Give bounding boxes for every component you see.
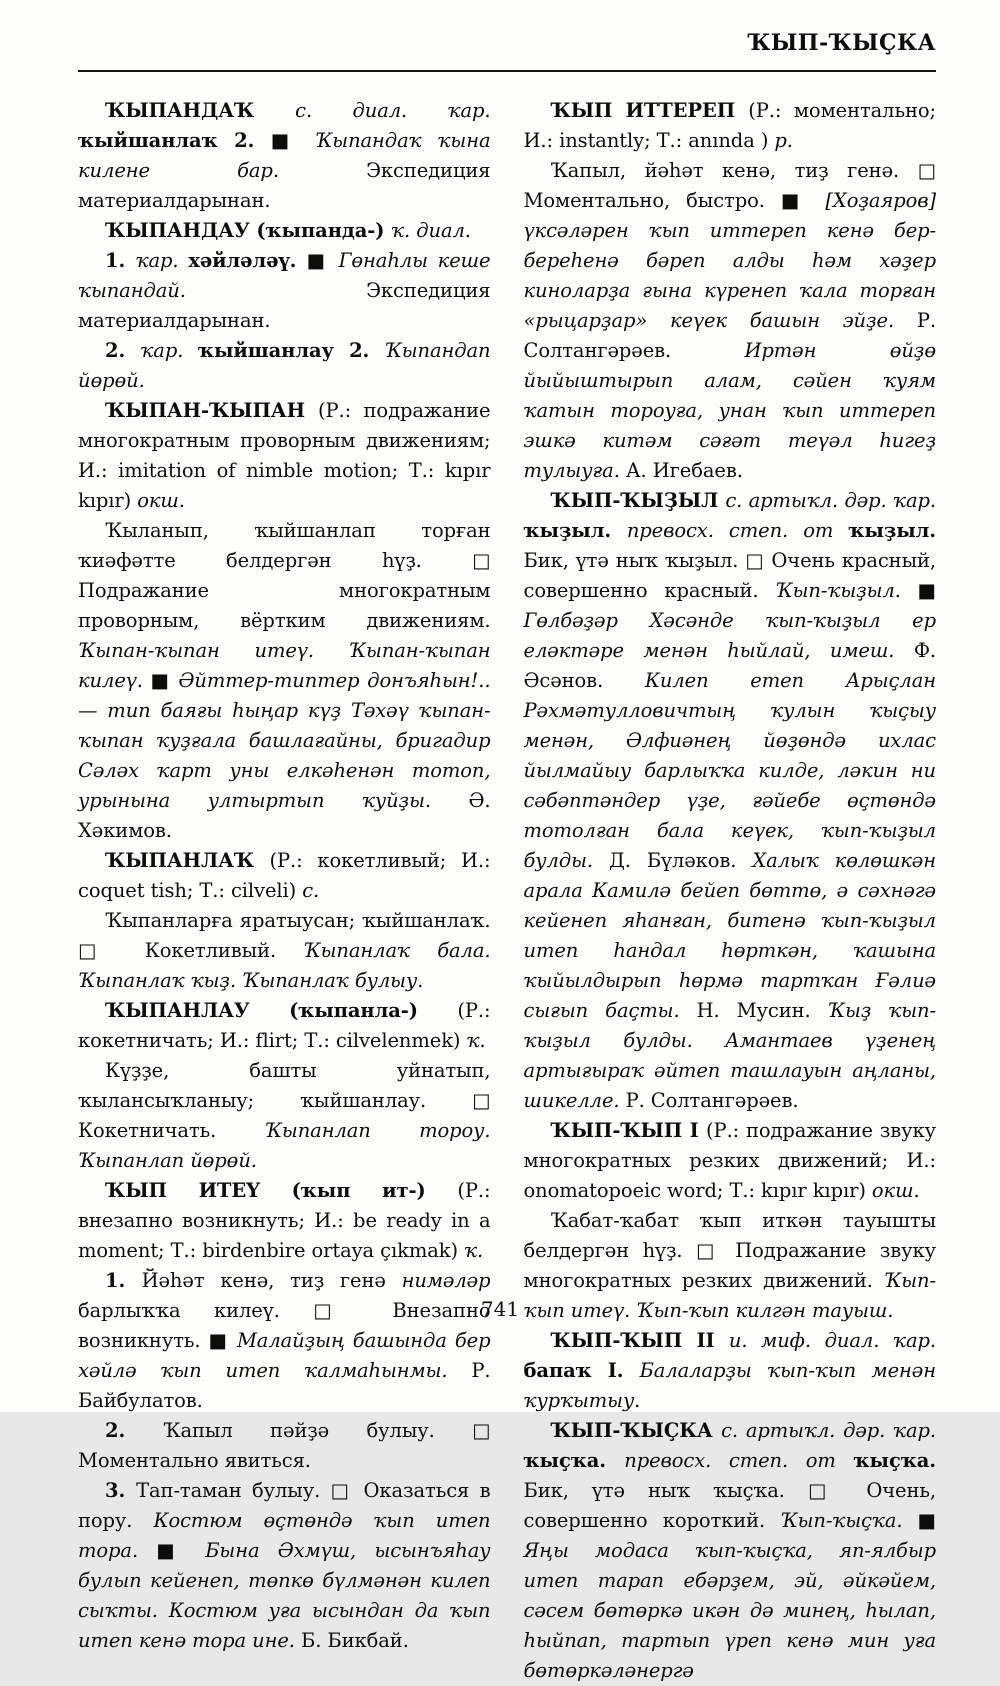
- headword-or-bold-text: ҡыйшанлаҡ 2.: [78, 129, 271, 152]
- italic-text: превосх. степ. от: [626, 519, 849, 542]
- italic-text: превосх. степ. от: [624, 1449, 854, 1472]
- page-number: 741: [480, 1297, 520, 1321]
- headword-or-bold-text: ҠЫП-ҠЫП I: [550, 1119, 707, 1142]
- headword-or-bold-text: ҡыҙыл.: [523, 519, 627, 542]
- italic-text: Әйттер-типтер донъяһын!.. — тип баяғы һыңар күҙ Тәхәү ҡыпан-ҡыпан ҡуҙғала башлағайны, бригадир Сәләх ҡарт уны елкәһенән тотоп, урынына ултыртып ҡуйҙы.: [78, 669, 491, 812]
- plain-text: (Р.: подражание звуку многократных резких движений; И.: onomatopoeic word; Т.: kıpır kıpır): [523, 1119, 936, 1202]
- dictionary-entry-paragraph: [78, 1476, 491, 1656]
- italic-text: Халыҡ көлөшкән арала Камилә бейеп бөттө, ә сәхнәгә кейенеп яһанған, битенә ҡып-ҡыҙыл итеп һандал һөрткән, ҡашына ҡыйылдырып һөрмә тартҡан Ғәлиә сығып баҫты.: [523, 849, 936, 1022]
- italic-text: Ҡыпандап йөрөй.: [78, 339, 491, 392]
- dictionary-entry-paragraph: [78, 396, 491, 516]
- italic-text: с. артыҡл. дәр. ҡар.: [721, 1419, 936, 1442]
- italic-text: ҡ. диал.: [391, 219, 471, 242]
- italic-text: Ҡып-ҡыҫҡа.: [780, 1509, 918, 1532]
- headword-or-bold-text: ҡыйшанлау 2.: [197, 339, 385, 362]
- headword-or-bold-text: ҠЫПАН-ҠЫПАН: [105, 399, 318, 422]
- italic-text: ҡар.: [135, 249, 189, 272]
- italic-text: Гөнаһлы кеше ҡыпандай.: [78, 249, 491, 302]
- dictionary-entry-paragraph: [78, 1056, 491, 1176]
- italic-text: нимәләр: [401, 1269, 491, 1292]
- headword-or-bold-text: 2.: [105, 1419, 164, 1442]
- plain-text: (Р.: кокетливый; И.: coquet tish; Т.: cilveli): [78, 849, 491, 902]
- plain-text: (Р.: моментально; И.: instantly; Т.: anında ): [523, 99, 936, 152]
- plain-text: Н. Мусин.: [696, 999, 828, 1022]
- dictionary-entry-paragraph: [524, 1326, 937, 1416]
- plain-text: (Р.: кокетничать; И.: flirt; Т.: cilvelenmek): [78, 999, 491, 1052]
- plain-text: А. Игебаев.: [625, 459, 743, 482]
- plain-text: ■: [156, 1539, 206, 1562]
- headword-or-bold-text: ҠЫПАНДАҠ: [105, 99, 296, 122]
- headword-or-bold-text: ҡыҙыл.: [848, 519, 936, 542]
- plain-text: Ә. Хәкимов.: [78, 789, 491, 842]
- plain-text: ■: [150, 669, 179, 692]
- headword-or-bold-text: ҠЫП ИТТЕРЕП: [550, 99, 749, 122]
- italic-text: ҡ.: [466, 1029, 486, 1052]
- header-rule: [78, 70, 936, 72]
- dictionary-entry-paragraph: [524, 1116, 937, 1206]
- italic-text: окш.: [871, 1179, 920, 1202]
- italic-text: Ҡыпандаҡ ҡына килене бар.: [78, 129, 491, 182]
- italic-text: с. артыҡл. дәр. ҡар.: [725, 489, 936, 512]
- plain-text: Экспедиция материалдарынан.: [78, 279, 491, 332]
- plain-text: ■: [917, 579, 936, 602]
- plain-text: барлыҡҡа килеү. □ Внезапно возникнуть. ■: [78, 1299, 491, 1352]
- plain-text: (Р.: внезапно возникнуть; И.: be ready in a moment; Т.: birdenbire ortaya çıkmak): [78, 1179, 491, 1262]
- dictionary-entry-paragraph: [78, 96, 491, 216]
- headword-or-bold-text: ҠЫПАНЛАУ (ҡыпанла-): [105, 999, 458, 1022]
- plain-text: ■: [306, 249, 339, 272]
- italic-text: Ҡыпан-ҡыпан итеү. Ҡыпан-ҡыпан килеү.: [78, 639, 491, 692]
- italic-text: р.: [774, 129, 793, 152]
- dictionary-entry-paragraph: [524, 96, 937, 156]
- dictionary-entry-paragraph: [78, 216, 491, 246]
- dictionary-entry-paragraph: [78, 1416, 491, 1476]
- plain-text: Р. Солтангәрәев.: [523, 309, 936, 362]
- headword-or-bold-text: ҠЫП-ҠЫҪКА: [550, 1419, 722, 1442]
- italic-text: Иртән өйҙө йыйыштырып алам, сәйен ҡуям ҡатын тороуға, унан ҡып иттереп эшкә китәм сәғәт теүәл һигеҙ тулыуға.: [523, 339, 936, 482]
- plain-text: Б. Бикбай.: [301, 1629, 409, 1652]
- italic-text: [Хоҙаяров] үксәләрен ҡып иттереп кенә бер-береһенә бәреп алды һәм хәҙер киноларҙа ғына күренеп ҡала торған «рыцарҙар» кеүек башын эйҙе.: [523, 189, 936, 332]
- italic-text: с.: [302, 879, 320, 902]
- headword-or-bold-text: ҡыҫҡа.: [853, 1449, 936, 1472]
- dictionary-entry-paragraph: [78, 516, 491, 846]
- italic-text: Килеп етеп Арыҫлан Рәхмәтулловичтың ҡулын ҡыҫыу менән, Әлфиәнең йөҙөндә ихлас йылмайыу барлыҡҡа килде, ләкин ни сәбәптәндер үҙе, ғәйебе өҫтөндә тотолған бала кеүек, ҡып-ҡыҙыл булды.: [523, 669, 936, 872]
- italic-text: окш.: [137, 489, 185, 512]
- plain-text: Экспедиция материалдарынан.: [78, 159, 491, 212]
- plain-text: Д. Бүләков.: [608, 849, 753, 872]
- plain-text: ■: [270, 129, 315, 152]
- italic-text: и. миф. диал. ҡар.: [728, 1329, 937, 1352]
- headword-or-bold-text: ҠЫП-ҠЫҘЫЛ: [550, 489, 726, 512]
- running-head-title: ҠЫП-ҠЫҪКА: [747, 30, 936, 56]
- left-column: [78, 96, 491, 1686]
- plain-text: Тап-таман булыу. □ Оказаться в пору.: [78, 1479, 491, 1532]
- plain-text: Ҡыпанларға яратыусан; ҡыйшанлаҡ. □ Кокетливый.: [78, 909, 491, 962]
- headword-or-bold-text: ҡыҫҡа.: [523, 1449, 625, 1472]
- headword-or-bold-text: 2.: [105, 339, 141, 362]
- plain-text: Ҡапыл пәйҙә булыу. □ Моментально явиться.: [78, 1419, 491, 1472]
- italic-text: Ҡыҙ ҡып-ҡыҙыл булды. Амантаев үҙенең артығыраҡ әйтеп ташлауын аңланы, шикелле.: [523, 999, 937, 1112]
- headword-or-bold-text: 1.: [105, 1269, 142, 1292]
- dictionary-entry-paragraph: [78, 906, 491, 996]
- italic-text: Бына Әхмүш, ысынъяһау булып кейенеп, төпкө бүлмәнән килеп сыҡты. Костюм уға ысындан да ҡып итеп кенә тора ине.: [78, 1539, 491, 1652]
- page-header: [78, 30, 936, 56]
- plain-text: Күҙҙе, башты уйнатып, ҡылансыҡланыу; ҡыйшанлау. □ Кокетничать.: [78, 1059, 491, 1142]
- dictionary-entry-paragraph: [524, 1416, 937, 1686]
- headword-or-bold-text: ҠЫПАНДАУ (ҡыпанда-): [105, 219, 392, 242]
- italic-text: с. диал. ҡар.: [295, 99, 491, 122]
- dictionary-entry-paragraph: [524, 156, 937, 486]
- plain-text: Ҡапыл, йәһәт кенә, тиҙ генә. □ Моментально, быстро. ■: [523, 159, 936, 212]
- plain-text: Ҡыланып, ҡыйшанлап торған ҡиәфәтте белдергән һүҙ. □ Подражание многократным проворным, вёртким движениям.: [78, 519, 491, 632]
- headword-or-bold-text: 3.: [105, 1479, 137, 1502]
- italic-text: Ҡып-ҡыҙыл.: [775, 579, 918, 602]
- italic-text: Гөлбәҙәр Хәсәнде ҡып-ҡыҙыл ер еләктәре менән һыйлай, имеш.: [523, 609, 936, 662]
- plain-text: (Р.: подражание многократным проворным движениям; И.: imitation of nimble motion; Т.: kıpır kıpır): [78, 399, 491, 512]
- italic-text: Костюм өҫтөндә ҡып итеп тора.: [78, 1509, 491, 1562]
- italic-text: Малайҙың башында бер хәйлә ҡып итеп ҡалмаһынмы.: [78, 1329, 491, 1382]
- headword-or-bold-text: 1.: [105, 249, 136, 272]
- headword-or-bold-text: хәйләләү.: [188, 249, 307, 272]
- italic-text: Ҡыпанлаҡ бала. Ҡыпанлаҡ ҡыҙ. Ҡыпанлаҡ булыу.: [78, 939, 491, 992]
- plain-text: Р. Байбулатов.: [78, 1359, 491, 1412]
- dictionary-entry-paragraph: [78, 246, 491, 336]
- dictionary-entry-paragraph: [78, 336, 491, 396]
- plain-text: Йәһәт кенә, тиҙ генә: [141, 1269, 402, 1292]
- text-columns: [78, 96, 936, 1686]
- headword-or-bold-text: бапаҡ I.: [523, 1359, 640, 1382]
- dictionary-entry-paragraph: [524, 486, 937, 1116]
- headword-or-bold-text: ҠЫП ИТЕҮ (ҡып ит-): [105, 1179, 458, 1202]
- italic-text: Ҡып-ҡып итеү. Ҡып-ҡып килгән тауыш.: [523, 1269, 936, 1322]
- dictionary-entry-paragraph: [78, 1176, 491, 1266]
- plain-text: Р. Солтангәрәев.: [625, 1089, 799, 1112]
- italic-text: Яңы модаса ҡып-ҡыҫҡа, яп-ялбыр итеп тарап ебәрҙем, эй, әйкәйем, сәсем бөтөркә икән дә минең, һылап, һыйпап, тартып үреп кенә мин уға бөтөркәләнергә: [523, 1539, 936, 1682]
- plain-text: Ф. Әсәнов.: [523, 639, 936, 692]
- plain-text: Бик, үтә ныҡ ҡыҙыл. □ Очень красный, совершенно красный.: [523, 549, 936, 602]
- headword-or-bold-text: ҠЫП-ҠЫП II: [550, 1329, 729, 1352]
- dictionary-entry-paragraph: [78, 846, 491, 906]
- plain-text: Бик, үтә ныҡ ҡыҫҡа. □ Очень, совершенно короткий.: [523, 1479, 936, 1532]
- headword-or-bold-text: ҠЫПАНЛАҠ: [105, 849, 270, 872]
- plain-text: Ҡабат-ҡабат ҡып иткән тауышты белдергән һүҙ. □ Подражание звуку многократных резких движений.: [523, 1209, 936, 1292]
- dictionary-entry-paragraph: [78, 1266, 491, 1416]
- italic-text: ҡ.: [464, 1239, 484, 1262]
- italic-text: ҡар.: [140, 339, 198, 362]
- dictionary-entry-paragraph: [78, 996, 491, 1056]
- italic-text: Балаларҙы ҡып-ҡып менән ҡурҡытыу.: [523, 1359, 936, 1412]
- plain-text: ■: [917, 1509, 936, 1532]
- right-column: [524, 96, 937, 1686]
- italic-text: Ҡыпанлап тороу. Ҡыпанлап йөрөй.: [78, 1119, 491, 1172]
